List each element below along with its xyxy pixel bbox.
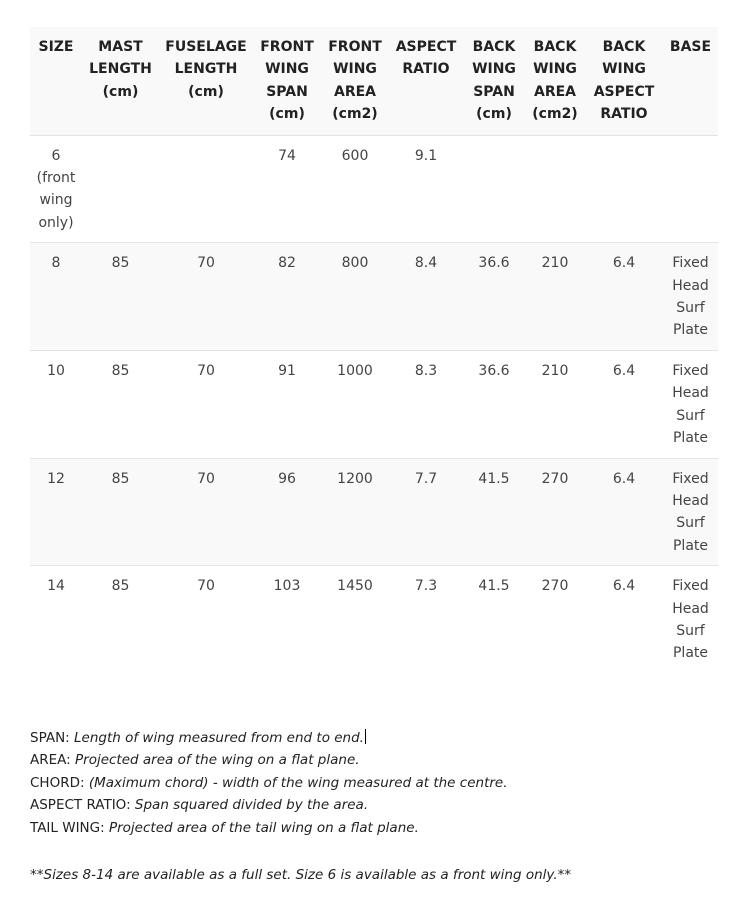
definition-tail-wing	[30, 817, 710, 839]
table-cell: 70	[159, 243, 253, 351]
definition-term: CHORD:	[30, 774, 85, 791]
table-header-row	[30, 27, 718, 135]
table-cell	[463, 135, 525, 243]
table-cell: 8.3	[389, 350, 463, 458]
table-cell: 36.6	[463, 350, 525, 458]
table-cell	[663, 135, 718, 243]
table-cell: Fixed Head Surf Plate	[663, 350, 718, 458]
definition-text: Span squared divided by the area.	[134, 797, 369, 814]
table-cell: 1450	[337, 578, 373, 595]
table-cell: 41.5	[478, 578, 510, 595]
table-cell: 270	[541, 578, 569, 595]
table-cell: 270	[525, 458, 585, 566]
header-back-wing-aspect-ratio: BACK WING ASPECT RATIO	[585, 27, 663, 135]
table-cell: 12	[30, 458, 82, 566]
table-cell: 210	[525, 243, 585, 351]
table-cell: 7.3	[414, 578, 438, 595]
header-base: BASE	[663, 27, 718, 135]
table-cell: 6.4	[585, 458, 663, 566]
definition-term: ASPECT RATIO:	[30, 797, 131, 814]
table-cell: 9.1	[389, 135, 463, 243]
table-cell: 8.4	[389, 243, 463, 351]
table-cell: 70	[197, 578, 215, 595]
header-fuselage-length: FUSELAGE LENGTH (cm)	[159, 27, 253, 135]
table-cell: Fixed Head Surf Plate	[663, 458, 718, 566]
definition-text: (Maximum chord) - width of the wing measured at the centre.	[88, 774, 508, 791]
table-cell: 6.4	[612, 578, 636, 595]
table-cell: 70	[159, 350, 253, 458]
table-cell: 10	[30, 350, 82, 458]
definition-term: AREA:	[30, 752, 71, 769]
table-cell: 91	[253, 350, 321, 458]
definition-text: Projected area of the wing on a flat plane.	[75, 752, 360, 769]
foil-spec-table	[30, 27, 718, 673]
table-cell: 41.5	[463, 458, 525, 566]
definition-aspect-ratio	[30, 794, 710, 816]
table-cell: 85	[82, 243, 159, 351]
table-row	[30, 243, 718, 351]
definition-term: SPAN:	[30, 730, 70, 746]
header-back-wing-span: BACK WING SPAN (cm)	[463, 27, 525, 135]
table-cell: 210	[525, 350, 585, 458]
availability-footnote: **Sizes 8-14 are available as a full set. Size 6 is available as a front wing only.**	[30, 867, 572, 883]
table-row	[30, 458, 718, 566]
table-cell: 96	[253, 458, 321, 566]
table-row	[30, 135, 718, 243]
table-cell: 8	[30, 243, 82, 351]
table-cell: 600	[321, 135, 389, 243]
definition-text: Length of wing measured from end to end.	[74, 730, 364, 746]
header-front-wing-area: FRONT WING AREA (cm2)	[321, 27, 389, 135]
header-front-wing-span: FRONT WING SPAN (cm)	[253, 27, 321, 135]
text-cursor	[365, 729, 366, 744]
table-cell: 85	[111, 578, 130, 595]
table-cell: 70	[159, 458, 253, 566]
definition-chord	[30, 772, 710, 794]
header-aspect-ratio: ASPECT RATIO	[389, 27, 463, 135]
table-cell: 85	[82, 350, 159, 458]
table-cell: 14	[47, 578, 65, 595]
table-cell: 85	[82, 458, 159, 566]
table-cell	[82, 135, 159, 243]
header-size: SIZE	[30, 27, 82, 135]
table-cell: Fixed Head Surf Plate	[663, 243, 718, 351]
definition-text: Projected area of the tail wing on a flat plane.	[108, 819, 419, 836]
table-cell: 82	[253, 243, 321, 351]
table-cell: 6.4	[585, 350, 663, 458]
table-cell: 6 (front wing only)	[30, 135, 82, 243]
table-cell: 1200	[321, 458, 389, 566]
table-cell: 74	[253, 135, 321, 243]
table-cell: 103	[273, 578, 301, 595]
table-row	[30, 566, 718, 673]
definition-term: TAIL WING:	[30, 819, 105, 836]
definition-span	[30, 727, 710, 749]
table-cell: Fixed Head Surf Plate	[672, 578, 709, 662]
table-row	[30, 350, 718, 458]
table-cell	[525, 135, 585, 243]
header-back-wing-area: BACK WING AREA (cm2)	[525, 27, 585, 135]
definition-area	[30, 749, 710, 771]
table-cell: 1000	[321, 350, 389, 458]
definitions-block[interactable]	[30, 727, 710, 839]
table-cell: 800	[321, 243, 389, 351]
spec-table-container	[30, 27, 718, 673]
table-cell: 7.7	[389, 458, 463, 566]
header-mast-length: MAST LENGTH (cm)	[82, 27, 159, 135]
table-cell	[585, 135, 663, 243]
table-cell: 6.4	[585, 243, 663, 351]
table-cell	[159, 135, 253, 243]
table-cell: 36.6	[463, 243, 525, 351]
